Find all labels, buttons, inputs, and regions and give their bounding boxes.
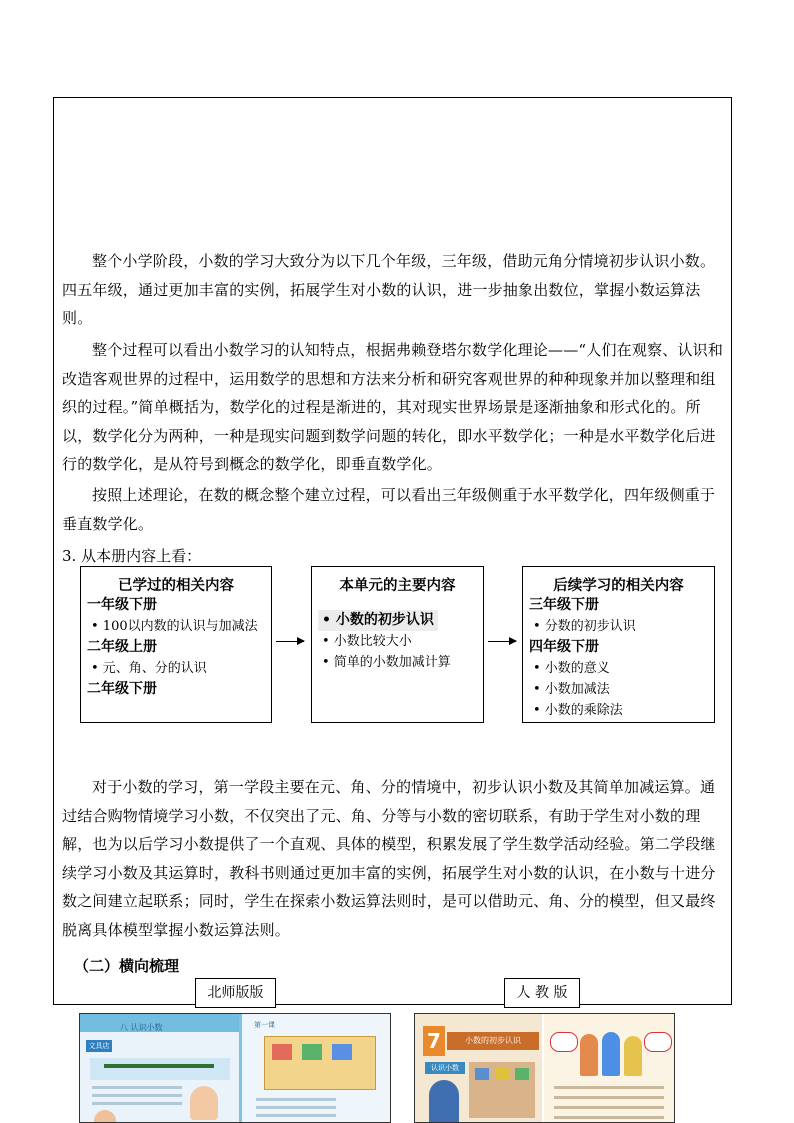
future-title: 后续学习的相关内容: [553, 577, 684, 594]
content-item: • 小数的意义: [533, 661, 610, 676]
content-item: • 分数的初步认识: [533, 619, 636, 634]
child-figure-icon: [190, 1086, 218, 1120]
bsd-textbook-image: [79, 1013, 391, 1123]
grade-label: 一年级下册: [87, 597, 157, 613]
paragraph-1: 整个小学阶段，小数的学习大致分为以下几个年级，三年级，借助元角分情境初步认识小数。四五年级，通过更加丰富的实例，拓展学生对小数的认识，进一步抽象出数位，掌握小数运算法则。: [62, 252, 716, 327]
child-figure-icon: [602, 1032, 620, 1076]
content-item: • 小数的乘除法: [533, 703, 623, 718]
grade-label: 四年级下册: [529, 639, 599, 655]
rj-left-page: [415, 1014, 542, 1123]
speech-bubble-icon: [550, 1032, 578, 1052]
content-item: • 元、角、分的认识: [91, 661, 207, 676]
bsd-page-label: 第一课: [254, 1021, 275, 1029]
right-arrow-icon: [276, 641, 304, 642]
paragraph-4: 对于小数的学习，第一学段主要在元、角、分的情境中，初步认识小数及其简单加减运算。通过结合购物情境学习小数，不仅突出了元、角、分等与小数的密切联系，有助于学生对小数的理解，也为以后学习小数提供了一个直观、具体的模型，积累发展了学生数学活动经验。第二学段继续学习小数及其运算时，教科书则通过更加丰富的实例，拓展学生对小数的认识，在小数与十进分数之间建立起联系；同时，学生在探索小数运算法则时，是可以借助元、角、分的模型，但又最终脱离具体模型掌握小数运算法则。: [62, 778, 716, 939]
paragraph-2: 整个过程可以看出小数学习的认知特点，根据弗赖登塔尔数学化理论——“人们在观察、认识和改造客观世界的过程中，运用数学的思想和方法来分析和研究客观世界的种种现象并加以整理和组织的过程。”简单概括为，数学化的过程是渐进的，其对现实世界场景是逐渐抽象和形式化的。所以，数学化分为两种，一种是现实问题到数学问题的转化，即水平数学化；一种是水平数学化后进行的数学化，是从符号到概念的数学化，即垂直数学化。: [62, 341, 724, 473]
bsd-unit-title: 八 认识小数: [120, 1023, 163, 1032]
future-content-box: [522, 566, 715, 723]
paragraph-3: 按照上述理论，在数的概念整个建立过程，可以看出三年级侧重于水平数学化，四年级侧重于垂直数学化。: [62, 486, 716, 533]
section-3-heading: 3. 从本册内容上看：: [62, 547, 202, 565]
rj-textbook-image: [414, 1013, 675, 1123]
child-figure-icon: [94, 1110, 116, 1123]
child-figure-icon: [624, 1036, 642, 1076]
bsd-left-page: [80, 1014, 239, 1123]
unit-title: 本单元的主要内容: [339, 577, 456, 594]
rj-sub-title: 认识小数: [425, 1062, 465, 1074]
child-figure-icon: [580, 1034, 598, 1076]
bsd-side-label: 文具店: [86, 1040, 112, 1052]
bsd-version-label: 北师版版: [195, 978, 276, 1008]
speech-bubble-icon: [644, 1032, 672, 1052]
rj-unit-title: 小数的初步认识: [447, 1032, 539, 1050]
grade-label: 二年级上册: [87, 639, 157, 655]
content-item: • 简单的小数加减计算: [322, 655, 451, 670]
highlight-item: • 小数的初步认识: [318, 610, 438, 631]
unit-content-box: [311, 566, 484, 723]
bsd-right-page: [242, 1014, 391, 1123]
rj-version-label: 人 教 版: [504, 978, 580, 1008]
right-arrow-icon: [488, 641, 516, 642]
pencil-icon: [104, 1064, 214, 1068]
rj-right-page: [544, 1014, 675, 1123]
horizontal-review-heading: （二）横向梳理: [74, 957, 180, 975]
content-item: • 小数比较大小: [322, 634, 412, 649]
learned-content-box: [80, 566, 272, 723]
grade-label: 二年级下册: [87, 681, 157, 697]
content-item: • 100以内数的认识与加减法: [91, 619, 258, 634]
shopkeeper-figure-icon: [429, 1080, 459, 1123]
content-item: • 小数加减法: [533, 682, 610, 697]
rj-unit-number: 7: [423, 1026, 445, 1056]
learned-title: 已学过的相关内容: [118, 577, 234, 594]
grade-label: 三年级下册: [529, 597, 599, 613]
